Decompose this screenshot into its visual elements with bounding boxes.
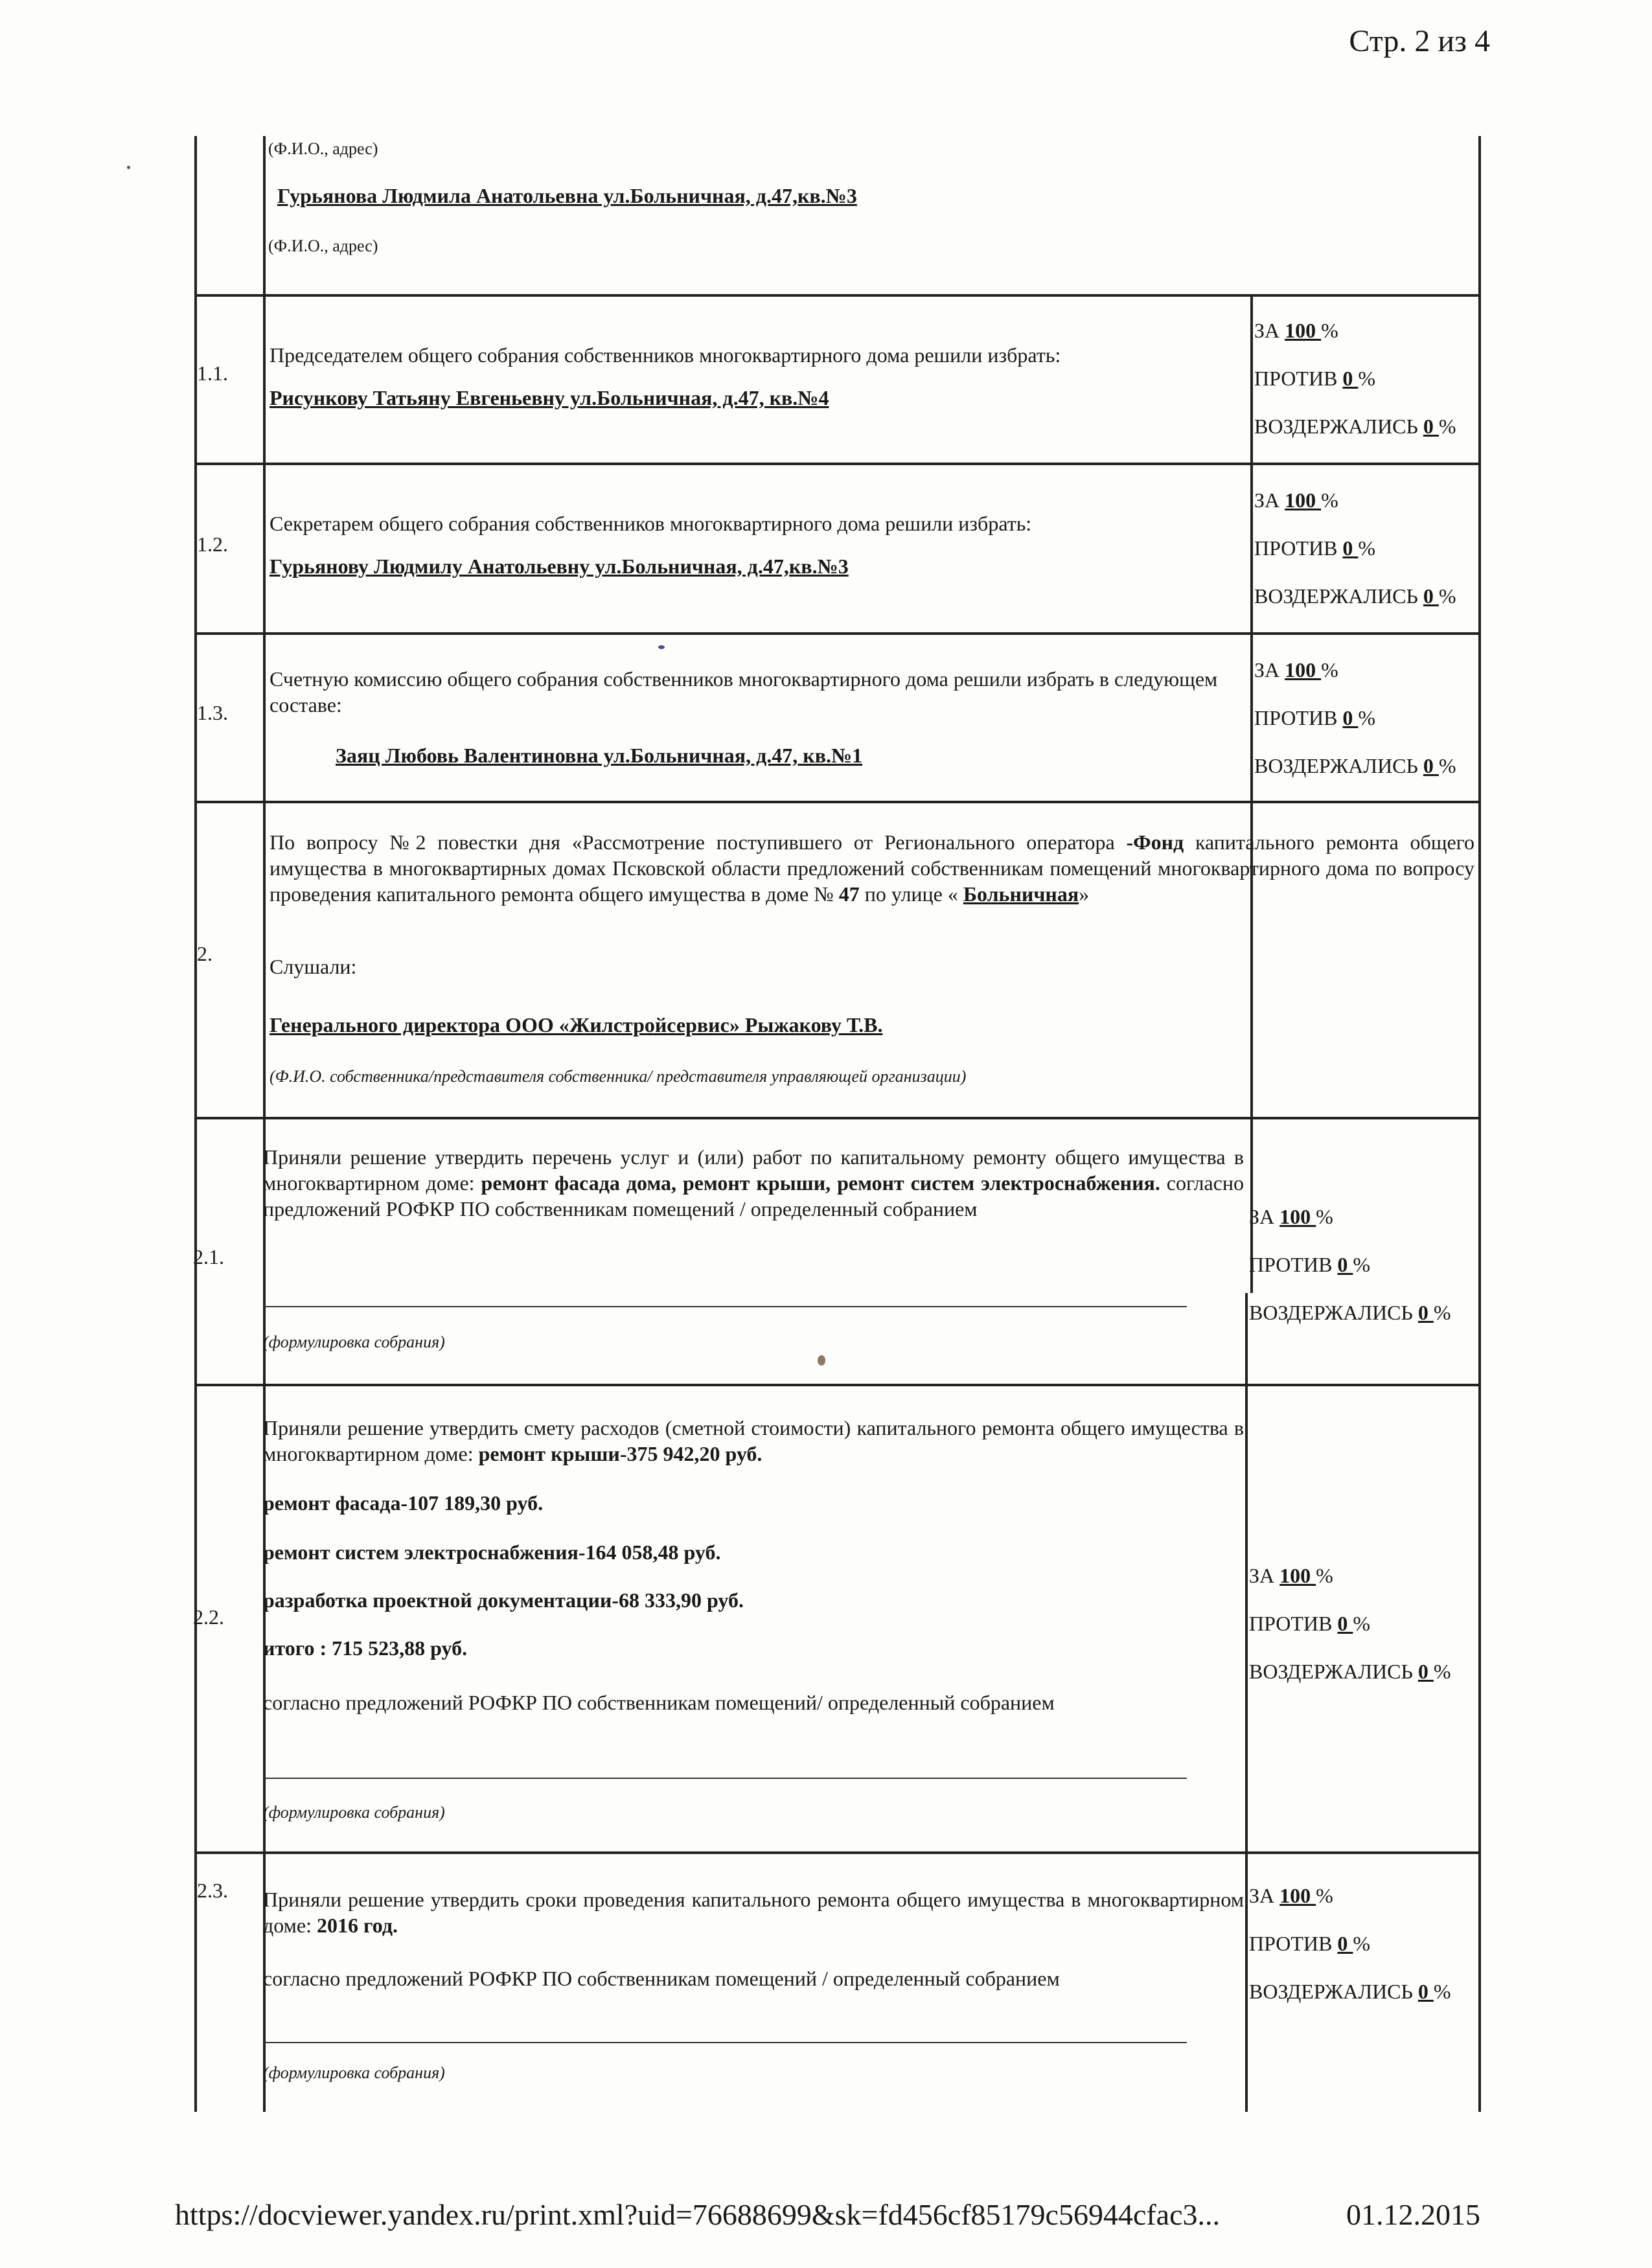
scan-speck xyxy=(127,166,130,169)
row-divider xyxy=(194,294,1481,297)
estimate-line: ремонт фасада-107 189,30 руб. xyxy=(263,1491,544,1515)
name-address-hint: (Ф.И.О., адрес) xyxy=(268,236,378,255)
vote-for: ЗА 100 % xyxy=(1254,319,1338,342)
vote-against: ПРОТИВ 0 % xyxy=(1249,1932,1371,1955)
row-divider xyxy=(194,801,1481,803)
vote-for: ЗА 100 % xyxy=(1254,658,1338,682)
row-number: 1.1. xyxy=(197,361,228,385)
vote-against: ПРОТИВ 0 % xyxy=(1254,706,1376,729)
estimate-line: разработка проектной документации-68 333,90 руб. xyxy=(263,1588,744,1612)
answer-line xyxy=(263,2042,1187,2043)
vote-block xyxy=(1249,1563,1451,1684)
row-divider xyxy=(194,632,1481,635)
formulation-hint: (формулировка собрания) xyxy=(263,2063,445,2082)
table-border-left xyxy=(194,136,197,2112)
row-number: 1.3. xyxy=(197,701,228,724)
heard-label: Слушали: xyxy=(270,955,357,978)
minutes-table xyxy=(192,136,1487,2112)
row-number: 2. xyxy=(197,942,212,965)
vote-block xyxy=(1254,487,1456,609)
name-address-hint: (Ф.И.О., адрес) xyxy=(268,139,378,158)
row-number: 2.2. xyxy=(193,1605,224,1629)
vote-abstain: ВОЗДЕРЖАЛИСЬ 0 % xyxy=(1249,1660,1451,1683)
vote-block xyxy=(1249,1883,1451,2004)
answer-line xyxy=(263,1778,1187,1779)
elected-person: Гурьянову Людмилу Анатольевну ул.Больничная, д.47,кв.№3 xyxy=(270,555,849,578)
vote-abstain: ВОЗДЕРЖАЛИСЬ 0 % xyxy=(1249,1301,1451,1324)
row-number: 2.1. xyxy=(193,1245,224,1268)
vote-column-border xyxy=(1245,1293,1248,2112)
elected-person: Рисункову Татьяну Евгеньевну ул.Больничная, д.47, кв.№4 xyxy=(270,386,829,409)
row-divider xyxy=(194,1851,1481,1854)
formulation-hint: (формулировка собрания) xyxy=(263,1333,445,1351)
vote-abstain: ВОЗДЕРЖАЛИСЬ 0 % xyxy=(1254,754,1456,777)
vote-for: ЗА 100 % xyxy=(1254,488,1338,512)
row-text: Председателем общего собрания собственников многоквартирного дома решили избрать: xyxy=(270,343,1061,367)
vote-against: ПРОТИВ 0 % xyxy=(1249,1253,1371,1276)
estimate-total: итого : 715 523,88 руб. xyxy=(263,1636,468,1660)
vote-against: ПРОТИВ 0 % xyxy=(1254,367,1376,390)
row-divider xyxy=(194,1117,1481,1119)
speaker-name: Генерального директора ООО «Жилстройсервис» Рыжакову Т.В. xyxy=(270,1013,883,1037)
estimate-line: ремонт систем электроснабжения-164 058,48 руб. xyxy=(263,1541,721,1564)
row-text: Приняли решение утвердить сроки проведения капитального ремонта общего имущества в многоквартирном доме: 2016 год. xyxy=(263,1888,1244,1937)
vote-against: ПРОТИВ 0 % xyxy=(1254,536,1376,560)
vote-for: ЗА 100 % xyxy=(1249,1564,1333,1587)
row-text: согласно предложений РОФКР ПО собственникам помещений / определенный собранием xyxy=(263,1967,1060,1990)
elected-person: Заяц Любовь Валентиновна ул.Больничная, д.47, кв.№1 xyxy=(336,744,863,767)
row-text: Приняли решение утвердить смету расходов (сметной стоимости) капитального ремонта общего имущества в многоквартирном доме: ремонт крыши-375 942,20 руб. xyxy=(263,1416,1244,1465)
row-text: Счетную комиссию общего собрания собственников многоквартирного дома решили избрать в следующем составе: xyxy=(270,667,1218,716)
vote-against: ПРОТИВ 0 % xyxy=(1249,1612,1371,1635)
formulation-hint: (формулировка собрания) xyxy=(263,1803,445,1822)
answer-line xyxy=(263,1306,1187,1307)
row-text: Секретарем общего собрания собственников многоквартирного дома решили избрать: xyxy=(270,512,1032,535)
page-number: Стр. 2 из 4 xyxy=(1349,24,1490,58)
source-url: https://docviewer.yandex.ru/print.xml?uid=76688699&sk=fd456cf85179c56944cfac3... xyxy=(175,2198,1221,2231)
row-text: Приняли решение утвердить перечень услуг и (или) работ по капитальному ремонту общего имущества в многоквартирном доме: ремонт фасада дома, ремонт крыши, ремонт систем электроснабжения. согласно предложений РОФКР ПО собственникам помещений / определенный собранием xyxy=(263,1145,1245,1220)
row-number: 2.3. xyxy=(197,1879,228,1902)
vote-block xyxy=(1249,1204,1451,1325)
vote-block xyxy=(1254,657,1456,779)
print-date: 01.12.2015 xyxy=(1346,2198,1480,2231)
vote-for: ЗА 100 % xyxy=(1249,1884,1333,1907)
row-text: По вопросу №2 повестки дня «Рассмотрение поступившего от Регионального оператора -Фонд капитального ремонта общего имущества в многоквартирных домах Псковской области предложений собственникам помещений многоквартирного дома по вопросу проведения капитального ремонта общего имущества в доме № 47 по улице « Больничная» xyxy=(270,830,1475,906)
speaker-hint: (Ф.И.О. собственника/представителя собственника/ представителя управляющей организации) xyxy=(270,1067,967,1086)
vote-abstain: ВОЗДЕРЖАЛИСЬ 0 % xyxy=(1249,1980,1451,2003)
row-divider xyxy=(194,1384,1481,1386)
person-entry: Гурьянова Людмила Анатольевна ул.Больничная, д.47,кв.№3 xyxy=(277,184,857,207)
row-number: 1.2. xyxy=(197,533,228,556)
row-divider xyxy=(194,463,1481,465)
vote-abstain: ВОЗДЕРЖАЛИСЬ 0 % xyxy=(1254,584,1456,608)
vote-abstain: ВОЗДЕРЖАЛИСЬ 0 % xyxy=(1254,415,1456,438)
vote-for: ЗА 100 % xyxy=(1249,1205,1333,1228)
row-text: согласно предложений РОФКР ПО собственникам помещений/ определенный собранием xyxy=(263,1691,1055,1714)
vote-block xyxy=(1254,317,1456,439)
table-border-right xyxy=(1478,136,1481,2112)
vote-column-border xyxy=(1250,294,1253,1293)
